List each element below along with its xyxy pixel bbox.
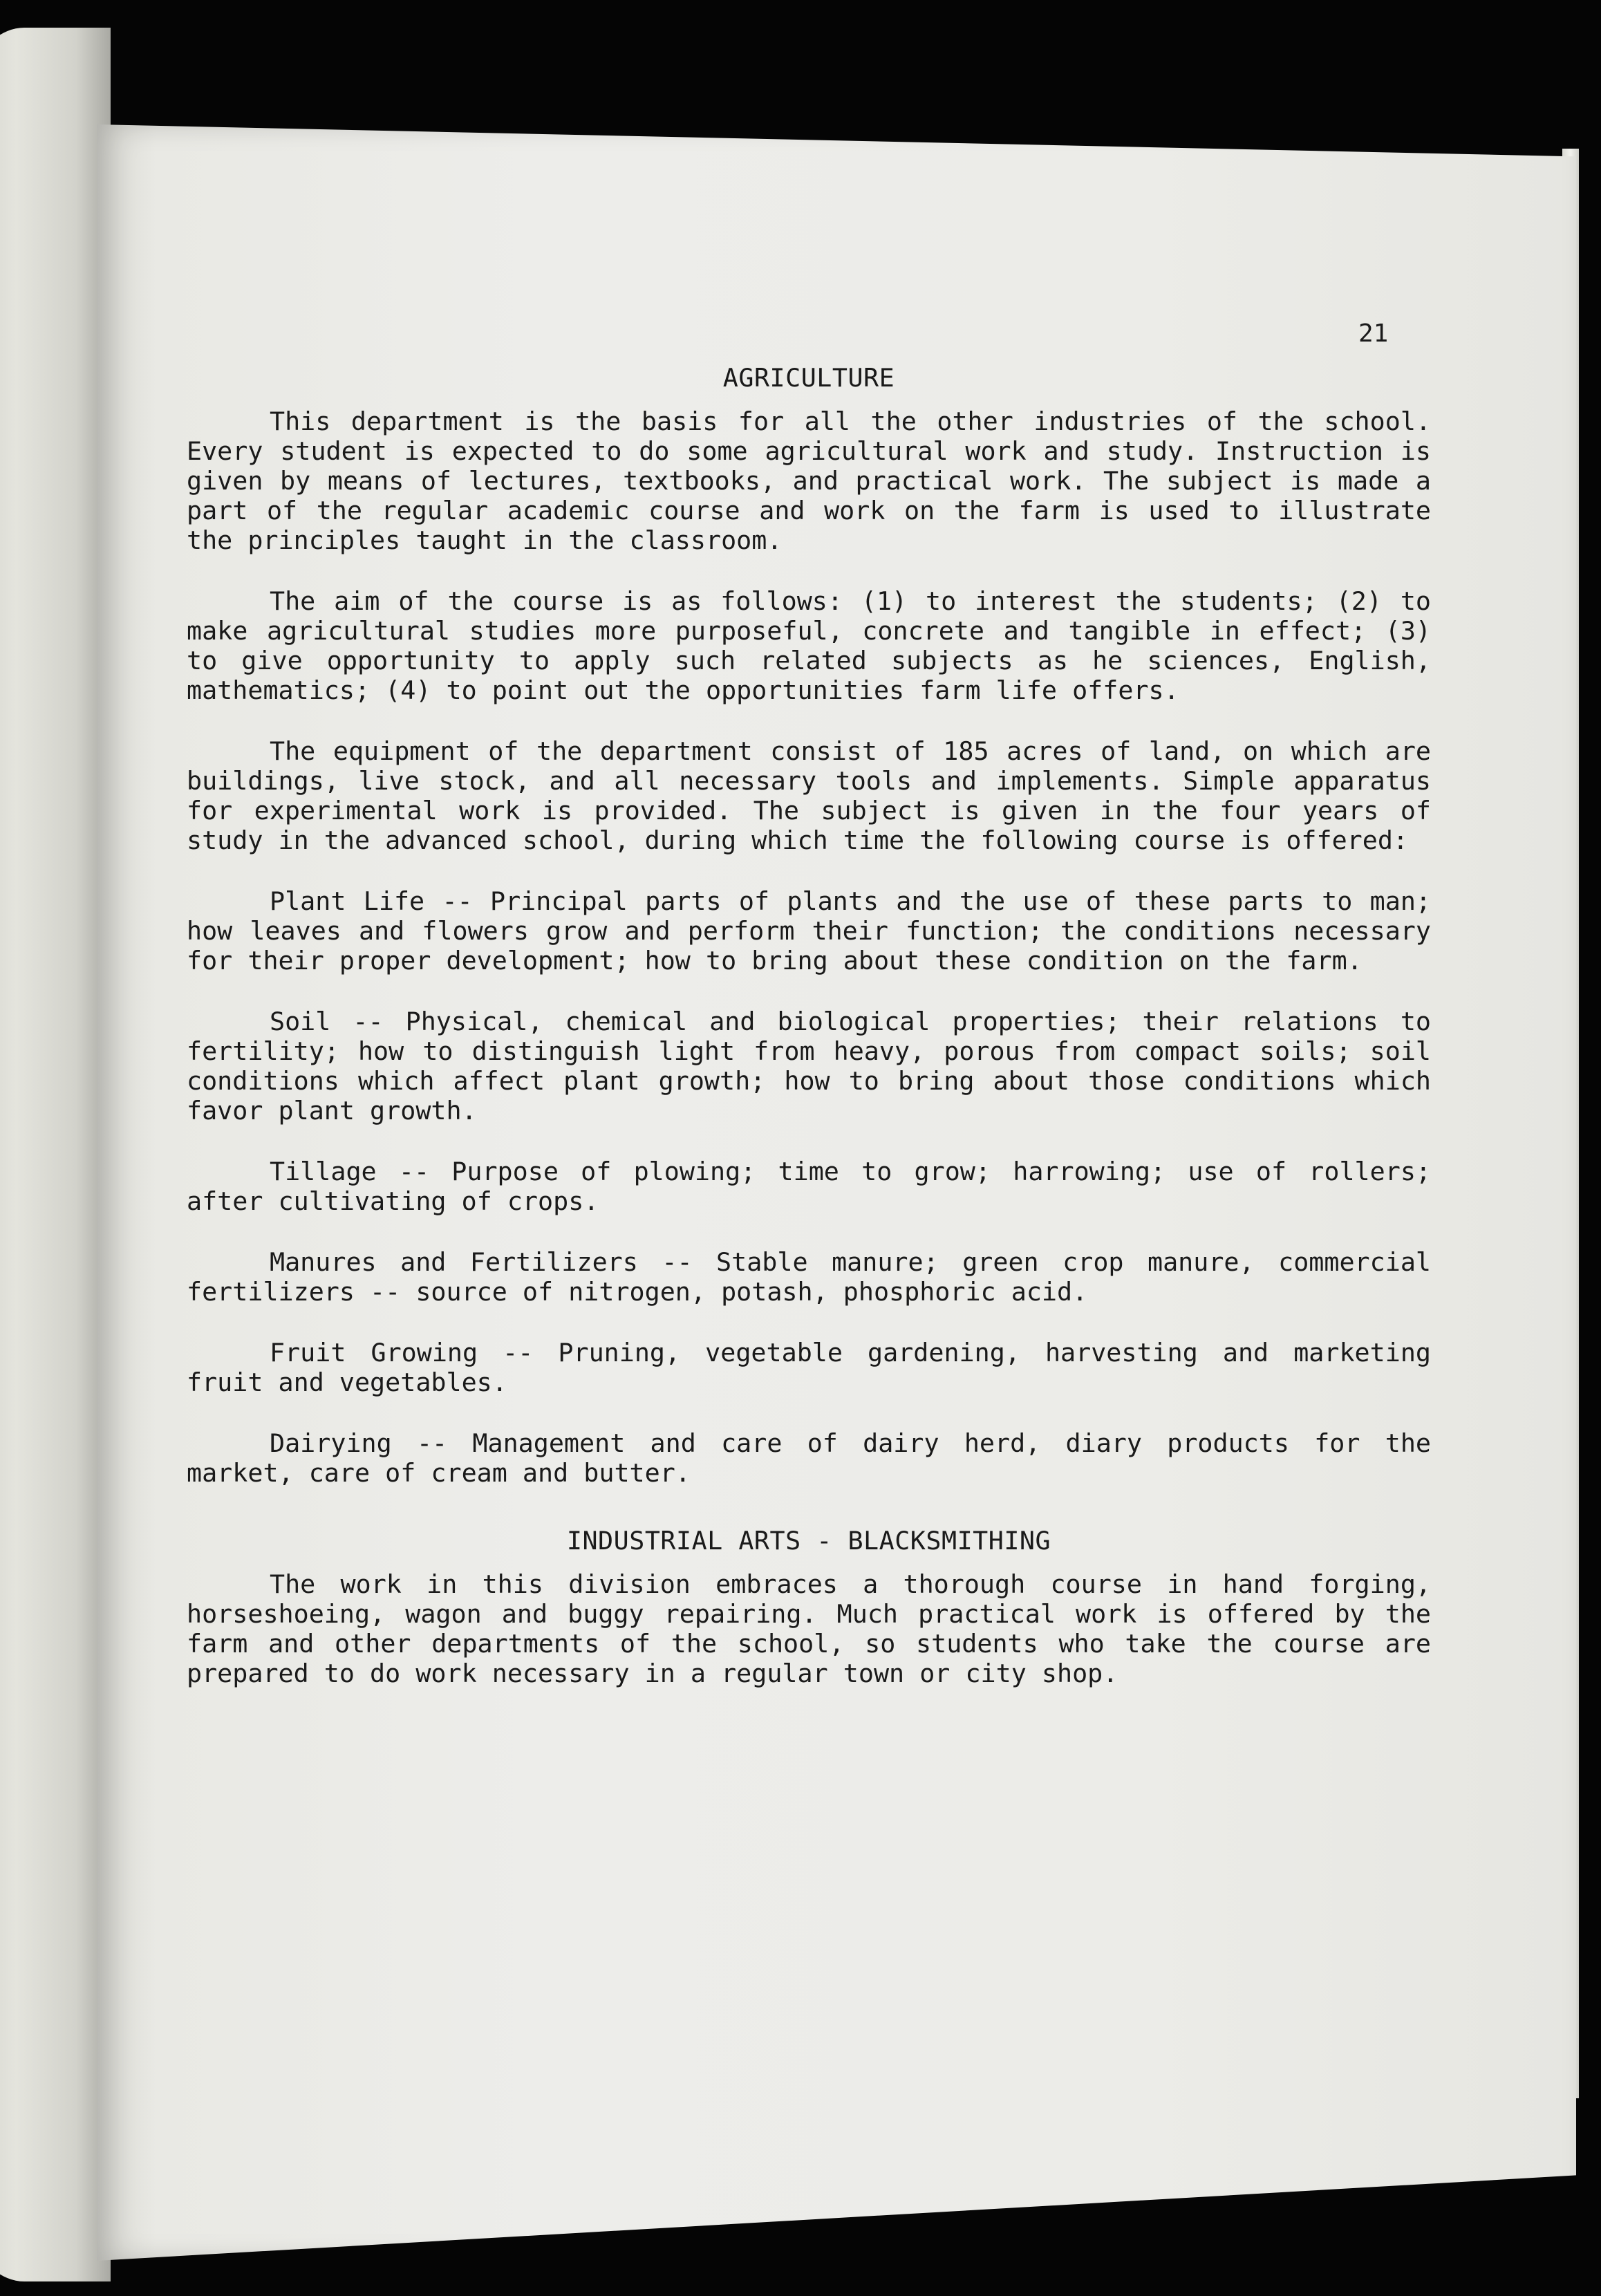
left-page-edge xyxy=(0,28,111,2281)
paragraph: The aim of the course is as follows: (1) to interest the students; (2) to make agricultural studies more purposeful, concrete and tangible in effect; (3) to give opportunity to apply such related subjects as he sciences, English, mathematics; (4) to point out the opportunities farm life offers. xyxy=(187,586,1431,705)
paragraph: Plant Life -- Principal parts of plants and the use of these parts to man; how leaves and flowers grow and perform their function; the conditions necessary for their proper development; how to bring about these condition on the farm. xyxy=(187,886,1431,976)
paragraph: The work in this division embraces a thorough course in hand forging, horseshoeing, wagon and buggy repairing. Much practical work is offered by the farm and other departments of the school, so students who take the course are prepared to do work necessary in a regular town or city shop. xyxy=(187,1569,1431,1688)
paragraph: Tillage -- Purpose of plowing; time to grow; harrowing; use of rollers; after cultivating of crops. xyxy=(187,1157,1431,1216)
section-heading-blacksmithing: INDUSTRIAL ARTS - BLACKSMITHING xyxy=(566,1526,1051,1556)
section-heading-agriculture: AGRICULTURE xyxy=(722,363,895,393)
page-text xyxy=(187,318,1431,1719)
paragraph: Dairying -- Management and care of dairy herd, diary products for the market, care of cream and butter. xyxy=(187,1428,1431,1488)
paragraph: Soil -- Physical, chemical and biological properties; their relations to fertility; how to distinguish light from heavy, porous from compact soils; soil conditions which affect plant growth; how to bring about those conditions which favor plant growth. xyxy=(187,1007,1431,1126)
paragraph: This department is the basis for all the other industries of the school. Every student is expected to do some agricultural work and study. Instruction is given by means of lectures, textbooks, and practical work. The subject is made a part of the regular academic course and work on the farm is used to illustrate the principles taught in the classroom. xyxy=(187,407,1431,555)
paragraph: Manures and Fertilizers -- Stable manure; green crop manure, commercial fertilizers -- source of nitrogen, potash, phosphoric acid. xyxy=(187,1247,1431,1307)
paragraph: Fruit Growing -- Pruning, vegetable gardening, harvesting and marketing fruit and vegetables. xyxy=(187,1338,1431,1397)
paragraph: The equipment of the department consist of 185 acres of land, on which are buildings, live stock, and all necessary tools and implements. Simple apparatus for experimental work is provided. The subject is given in the four years of study in the advanced school, during which time the following course is offered: xyxy=(187,736,1431,855)
page-number: 21 xyxy=(1358,319,1389,348)
